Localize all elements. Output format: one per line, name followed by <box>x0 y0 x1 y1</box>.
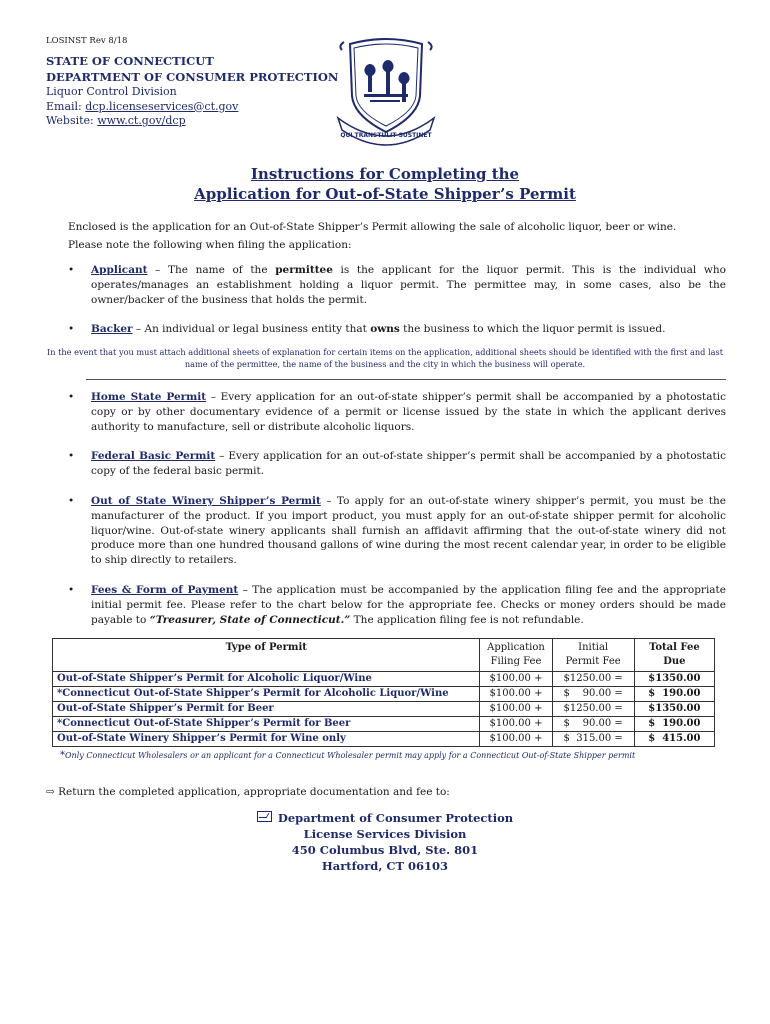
initial-fee-cell: $ 90.00 = <box>552 687 634 702</box>
department-name: DEPARTMENT OF CONSUMER PROTECTION <box>46 70 339 84</box>
bullet-text: The application filing fee is not refundable. <box>350 613 584 626</box>
table-row <box>53 687 715 702</box>
bullet-text: – An individual or legal business entity that <box>132 323 371 335</box>
table-row <box>53 732 715 747</box>
state-name: STATE OF CONNECTICUT <box>46 54 214 68</box>
column-header-initial-fee <box>552 639 634 672</box>
page-title <box>0 164 770 204</box>
attachment-note: In the event that you must attach additional sheets of explanation for certain items on the application, additional sheets should be identified with the first and last name of the permittee, the name of the business and the city in which the business will operate. <box>47 347 723 369</box>
header-line: Permit Fee <box>565 656 621 667</box>
footnote-mark: * <box>60 750 65 761</box>
bullet-emphasis: owns <box>370 323 400 335</box>
payee-name: “Treasurer, State of Connecticut.” <box>149 613 351 626</box>
column-header-filing-fee <box>480 639 552 672</box>
permit-type-cell: Out-of-State Shipper’s Permit for Beer <box>53 702 480 717</box>
bullet-text: the business to which the liquor permit is issued. <box>399 323 666 335</box>
section-divider <box>86 379 726 380</box>
bullet-text: is the applicant for the liquor permit. This is the individual who operates/manages an establishment holding a liquor permit. The permittee may, in some cases, also be the owner/backer of the business that holds the permit. <box>91 264 726 306</box>
mailing-address <box>0 810 770 874</box>
bullet-text: – The name of the <box>147 264 276 276</box>
form-code: LOSINST Rev 8/18 <box>46 36 128 46</box>
table-row <box>53 717 715 732</box>
return-instruction <box>46 786 450 798</box>
bullet-backer <box>68 322 726 337</box>
title-line-2: Application for Out-of-State Shipper’s Permit <box>194 185 576 203</box>
total-fee-cell: $ 415.00 <box>634 732 714 747</box>
arrow-right-icon: ⇨ <box>46 786 55 798</box>
total-fee-cell: $1350.00 <box>634 702 714 717</box>
permit-type-cell: *Connecticut Out-of-State Shipper’s Permit for Beer <box>53 717 480 732</box>
column-header-type: Type of Permit <box>53 639 480 672</box>
bullet-home-state-permit <box>68 390 726 434</box>
bullet-term: Home State Permit <box>91 391 207 403</box>
bullet-text: – The application must be accompanied by the application filing fee and the appropriate initial permit fee. Please refer to the chart below for the appropriate fee. Checks or money orders should be made payable to <box>91 584 726 626</box>
bullet-winery-shipper-permit <box>68 494 726 568</box>
table-footnote <box>60 750 635 761</box>
bullet-federal-basic-permit <box>68 449 726 479</box>
bullet-icon: • <box>68 450 75 462</box>
bullet-fees-payment <box>68 583 726 627</box>
email-line <box>46 100 338 115</box>
column-header-total-fee <box>634 639 714 672</box>
return-text: Return the completed application, appropriate documentation and fee to: <box>58 786 450 798</box>
bullet-term: Backer <box>91 323 133 335</box>
bullet-icon: • <box>68 323 75 335</box>
header-line: Application <box>487 642 545 653</box>
email-link[interactable]: dcp.licenseservices@ct.gov <box>85 99 239 113</box>
header-line: Filing Fee <box>490 656 542 667</box>
bullet-icon: • <box>68 391 75 403</box>
permit-type-cell: *Connecticut Out-of-State Shipper’s Permit for Alcoholic Liquor/Wine <box>53 687 480 702</box>
address-city: Hartford, CT 06103 <box>321 859 449 873</box>
table-row <box>53 672 715 687</box>
bullet-icon: • <box>68 584 75 596</box>
total-fee-cell: $ 190.00 <box>634 687 714 702</box>
bullet-term: Fees & Form of Payment <box>91 584 239 596</box>
bullet-term: Federal Basic Permit <box>91 450 216 462</box>
filing-fee-cell: $100.00 + <box>480 687 552 702</box>
title-line-1: Instructions for Completing the <box>250 165 520 183</box>
connecticut-seal-icon <box>334 36 438 146</box>
total-fee-cell: $ 190.00 <box>634 717 714 732</box>
filing-fee-cell: $100.00 + <box>480 732 552 747</box>
bullet-applicant <box>68 263 726 307</box>
header-line: Due <box>663 656 686 667</box>
website-label: Website: <box>46 114 98 127</box>
header-line: Total Fee <box>649 642 700 653</box>
permit-type-cell: Out-of-State Shipper’s Permit for Alcoholic Liquor/Wine <box>53 672 480 687</box>
bullet-icon: • <box>68 495 75 507</box>
seal-banner-text: QUI TRANSTULIT SUSTINET <box>340 132 432 139</box>
table-header-row <box>53 639 715 672</box>
envelope-icon <box>257 811 272 822</box>
fee-table <box>52 638 715 747</box>
filing-fee-cell: $100.00 + <box>480 717 552 732</box>
website-line <box>46 114 338 129</box>
bullet-emphasis: permittee <box>275 264 333 276</box>
bullet-term: Out of State Winery Shipper’s Permit <box>91 495 321 507</box>
intro-note: Please note the following when filing the application: <box>68 239 352 251</box>
initial-fee-cell: $ 90.00 = <box>552 717 634 732</box>
footnote-text: Only Connecticut Wholesalers or an applicant for a Connecticut Wholesaler permit may apply for a Connecticut Out-of-State Shipper permit <box>65 751 636 760</box>
initial-fee-cell: $ 315.00 = <box>552 732 634 747</box>
address-street: 450 Columbus Blvd, Ste. 801 <box>291 843 479 857</box>
agency-header <box>46 53 338 129</box>
website-link[interactable]: www.ct.gov/dcp <box>97 114 186 127</box>
table-row <box>53 702 715 717</box>
bullet-text: – Every application for an out-of-state shipper’s permit shall be accompanied by a photostatic copy or by other documentary evidence of a permit or license issued by the state in which the applicant derives authority to manufacture, sell or distribute alcoholic liquors. <box>91 391 726 433</box>
initial-fee-cell: $1250.00 = <box>552 672 634 687</box>
intro-paragraph: Enclosed is the application for an Out-of-State Shipper’s Permit allowing the sale of alcoholic liquor, beer or wine. <box>68 221 677 233</box>
filing-fee-cell: $100.00 + <box>480 672 552 687</box>
address-division: License Services Division <box>303 827 467 841</box>
total-fee-cell: $1350.00 <box>634 672 714 687</box>
initial-fee-cell: $1250.00 = <box>552 702 634 717</box>
bullet-text: – To apply for an out-of-state winery shipper’s permit, you must be the manufacturer of the product. If you import product, you must apply for an out-of-state shipper permit for alcoholic liquor/wine. Out-of-state winery applicants shall furnish an affidavit affirming that the out-of-state winery did not produce more than one hundred thousand gallons of wine during the most recent calendar year, in order to be eligible to ship directly to retailers. <box>91 495 726 567</box>
bullet-term: Applicant <box>91 264 148 276</box>
division-name: Liquor Control Division <box>46 85 177 98</box>
bullet-text: – Every application for an out-of-state shipper’s permit shall be accompanied by a photostatic copy of the federal basic permit. <box>91 450 726 477</box>
header-line: Initial <box>578 642 609 653</box>
filing-fee-cell: $100.00 + <box>480 702 552 717</box>
permit-type-cell: Out-of-State Winery Shipper’s Permit for Wine only <box>53 732 480 747</box>
address-name: Department of Consumer Protection <box>277 811 514 825</box>
email-label: Email: <box>46 99 86 113</box>
bullet-icon: • <box>68 264 75 276</box>
